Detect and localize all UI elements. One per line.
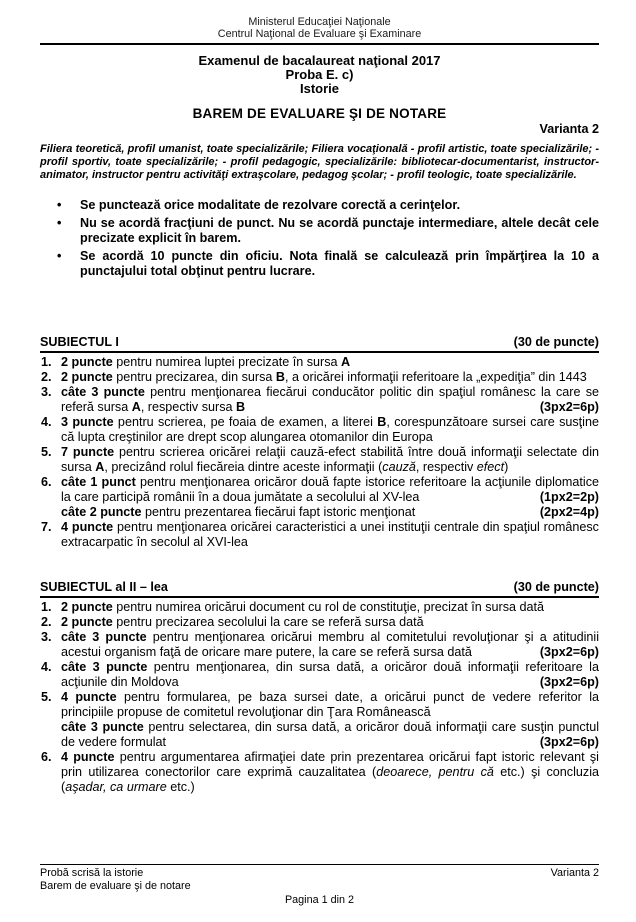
rubric-item — [40, 370, 599, 385]
text-segment: pentru argumentarea afirmaţiei date prin prezentarea oricărui fapt istoric relevant şi prin utilizarea conectorilor care exprimă cauzalitatea ( — [61, 750, 599, 779]
rubric-item — [40, 630, 599, 660]
text-segment: B — [377, 415, 387, 429]
rubric-item — [40, 415, 599, 445]
text-segment: etc.) şi concluzia ( — [61, 765, 599, 794]
text-segment: pentru menţionarea oricărui membru al comitetului revoluţionar şi a atitudinii acestui organism faţă de oricare mare putere, la care se referă sursa dată — [61, 630, 599, 659]
text-segment: pentru numirea luptei precizate în sursa — [112, 355, 342, 369]
item-number: 3. — [41, 630, 52, 644]
text-segment: B — [236, 400, 246, 414]
item-number: 2. — [41, 615, 52, 629]
rubric-item — [40, 520, 599, 550]
item-number: 1. — [41, 355, 52, 369]
text-segment: A — [95, 460, 105, 474]
page-header — [40, 16, 599, 40]
item-number: 4. — [41, 415, 52, 429]
section — [40, 335, 599, 550]
rubric-item — [40, 600, 599, 615]
rubric-item — [40, 660, 599, 690]
text-segment: câte 3 puncte — [61, 385, 145, 399]
exam-subject: Istorie — [299, 81, 339, 96]
footer-barem: Barem de evaluare şi de notare — [40, 880, 191, 892]
section-points: (30 de puncte) — [513, 335, 599, 349]
item-body — [61, 630, 599, 660]
rubric-item — [40, 355, 599, 370]
item-body — [61, 355, 599, 370]
footer-left — [40, 867, 191, 893]
item-part — [61, 600, 599, 615]
item-part — [61, 750, 599, 795]
text-segment: câte 3 puncte — [61, 720, 144, 734]
points-label: (2px2=4p) — [539, 505, 599, 519]
text-segment: 2 puncte — [61, 355, 113, 369]
text-segment: efect — [476, 460, 505, 474]
item-part — [61, 445, 599, 475]
sections-container — [40, 335, 599, 795]
points-label: (3px2=6p) — [539, 400, 599, 414]
item-body — [61, 615, 599, 630]
item-number: 5. — [41, 690, 52, 704]
item-number: 6. — [41, 475, 52, 489]
item-body — [61, 750, 599, 795]
section-items — [40, 600, 599, 795]
item-number: 2. — [41, 370, 52, 384]
page-footer — [40, 864, 599, 907]
text-segment: B — [275, 370, 286, 384]
text-segment: pentru menţionarea oricăror două fapte istorice referitoare la acţiunile diplomatice la care participă românii în a doua jumătate a secolului al XV-lea — [61, 475, 600, 504]
text-segment: 3 puncte — [61, 415, 114, 429]
text-segment: 4 puncte — [61, 750, 115, 764]
section-header — [40, 335, 599, 353]
rubric-item — [40, 750, 599, 795]
text-segment: A — [131, 400, 141, 414]
title-block — [40, 54, 599, 121]
filiera-note: Filiera teoretică, profil umanist, toate specializările; Filiera vocaţională - profil artistic, toate specializările; - profil sportiv, toate specializările; - profil pedagogic, specializările: bibliotecar-documentarist, instructor-animator, instructor pentru activităţi extraşcolare, pedagog şcolar; - profil teologic, toate specializările. — [40, 143, 599, 181]
text-segment: , precizând rolul fiecăreia dintre aceste informaţii ( — [104, 460, 383, 474]
evaluation-center-line: Centrul Naţional de Evaluare şi Examinare — [217, 28, 422, 40]
rubric-item — [40, 475, 599, 520]
item-body — [61, 660, 599, 690]
text-segment: câte 1 punct — [61, 475, 136, 489]
section-header — [40, 580, 599, 598]
item-body — [61, 690, 599, 750]
footer-page-number: Pagina 1 din 2 — [284, 894, 355, 906]
footer-proba: Probă scrisă la istorie — [40, 867, 144, 879]
text-segment: , respectiv sursa — [140, 400, 236, 414]
rubric-item — [40, 690, 599, 750]
item-body — [61, 520, 599, 550]
points-label: (1px2=2p) — [539, 490, 599, 504]
text-segment: ) — [504, 460, 509, 474]
text-segment: pentru precizarea, din sursa — [112, 370, 276, 384]
rule-item: • Se acordă 10 puncte din oficiu. Nota finală se calculează prin împărţirea la 10 a punctajului total obţinut pentru lucrare. — [40, 249, 599, 279]
item-part — [61, 355, 599, 370]
text-segment: câte 2 puncte — [61, 505, 142, 519]
rules-list — [40, 198, 599, 279]
item-number: 5. — [41, 445, 52, 459]
points-label: (3px2=6p) — [539, 735, 599, 749]
item-part — [61, 720, 599, 750]
rubric-item — [40, 385, 599, 415]
text-segment: pentru menţionarea fiecărui conducător politic din spaţiul românesc la care se referă sursa — [61, 385, 599, 414]
item-number: 6. — [41, 750, 52, 764]
points-label: (3px2=6p) — [539, 675, 599, 689]
text-segment: pentru menţionarea, din sursa dată, a oricăror două informaţii referitoare la acţiunile din Moldova — [61, 660, 599, 689]
text-segment: 2 puncte — [61, 600, 113, 614]
text-segment: pentru precizarea secolului la care se referă sursa dată — [112, 615, 424, 629]
text-segment: pentru selectarea, din sursa dată, a oricăror două informaţii care susţin punctul de vedere formulat — [61, 720, 599, 749]
text-segment: pentru formularea, pe baza sursei date, a oricărui punct de vedere referitor la principiile propuse de comitetul revoluţionar din Ţara Românească — [61, 690, 599, 719]
item-number: 1. — [41, 600, 52, 614]
item-part — [61, 475, 599, 505]
ministry-line: Ministerul Educaţiei Naţionale — [248, 16, 391, 28]
text-segment: 7 puncte — [61, 445, 115, 459]
section-points: (30 de puncte) — [513, 580, 599, 594]
rule-item: • Se punctează orice modalitate de rezolvare corectă a cerinţelor. — [40, 198, 599, 213]
item-body — [61, 385, 599, 415]
text-segment: aşadar, ca urmare — [65, 780, 167, 794]
footer-row — [40, 867, 599, 893]
section-items — [40, 355, 599, 550]
text-segment: pentru menţionarea oricărei caracteristici a unei instituţii centrale din spaţiul românesc extracarpatic în secolul al XVI-lea — [61, 520, 599, 549]
item-body — [61, 475, 599, 520]
exam-title: Examenul de bacalaureat naţional 2017 — [198, 53, 441, 68]
variant-label: Varianta 2 — [539, 122, 599, 136]
item-part — [61, 370, 599, 385]
item-part — [61, 615, 599, 630]
item-body — [61, 370, 599, 385]
text-segment: câte 3 puncte — [61, 630, 147, 644]
item-number: 7. — [41, 520, 52, 534]
text-segment: A — [341, 355, 351, 369]
text-segment: deoarece, pentru că — [376, 765, 494, 779]
item-part — [61, 630, 599, 660]
text-segment: 4 puncte — [61, 690, 117, 704]
item-part — [61, 690, 599, 720]
section-title: SUBIECTUL I — [40, 335, 119, 349]
rule-item: • Nu se acordă fracţiuni de punct. Nu se acordă punctaje intermediare, altele decât cele precizate explicit în barem. — [40, 216, 599, 246]
text-segment: pentru numirea oricărui document cu rol de constituţie, precizat în sursa dată — [112, 600, 545, 614]
text-segment: cauză — [382, 460, 416, 474]
text-segment: pentru scrierea oricărei relaţii cauză-efect stabilită între două informaţii selectate din sursa — [61, 445, 599, 474]
item-number: 4. — [41, 660, 52, 674]
text-segment: pentru scrierea, pe foaia de examen, a literei — [113, 415, 378, 429]
footer-rule — [40, 864, 599, 865]
footer-variant: Varianta 2 — [550, 867, 599, 879]
item-part — [61, 415, 599, 445]
item-part — [61, 520, 599, 550]
text-segment: 4 puncte — [61, 520, 114, 534]
barem-title: BAREM DE EVALUARE ŞI DE NOTARE — [192, 106, 447, 121]
item-body — [61, 445, 599, 475]
rubric-item — [40, 615, 599, 630]
points-label: (3px2=6p) — [539, 645, 599, 659]
text-segment: , corespunzătoare sursei care susţine că lupta creştinilor are drept scop alungarea otomanilor din Europa — [61, 415, 599, 444]
item-part — [61, 505, 599, 520]
text-segment: 2 puncte — [61, 370, 113, 384]
section-title: SUBIECTUL al II – lea — [40, 580, 168, 594]
text-segment: etc.) — [166, 780, 195, 794]
item-number: 3. — [41, 385, 52, 399]
header-rule — [40, 43, 599, 45]
section — [40, 580, 599, 795]
item-body — [61, 600, 599, 615]
text-segment: , a oricărei informaţii referitoare la „expediţia” din 1443 — [285, 370, 587, 384]
item-part — [61, 385, 599, 415]
text-segment: pentru prezentarea fiecărui fapt istoric menţionat — [141, 505, 416, 519]
text-segment: , respectiv — [415, 460, 477, 474]
exam-proba: Proba E. c) — [285, 67, 354, 82]
text-segment: 2 puncte — [61, 615, 113, 629]
rubric-item — [40, 445, 599, 475]
item-part — [61, 660, 599, 690]
text-segment: câte 3 puncte — [61, 660, 148, 674]
item-body — [61, 415, 599, 445]
